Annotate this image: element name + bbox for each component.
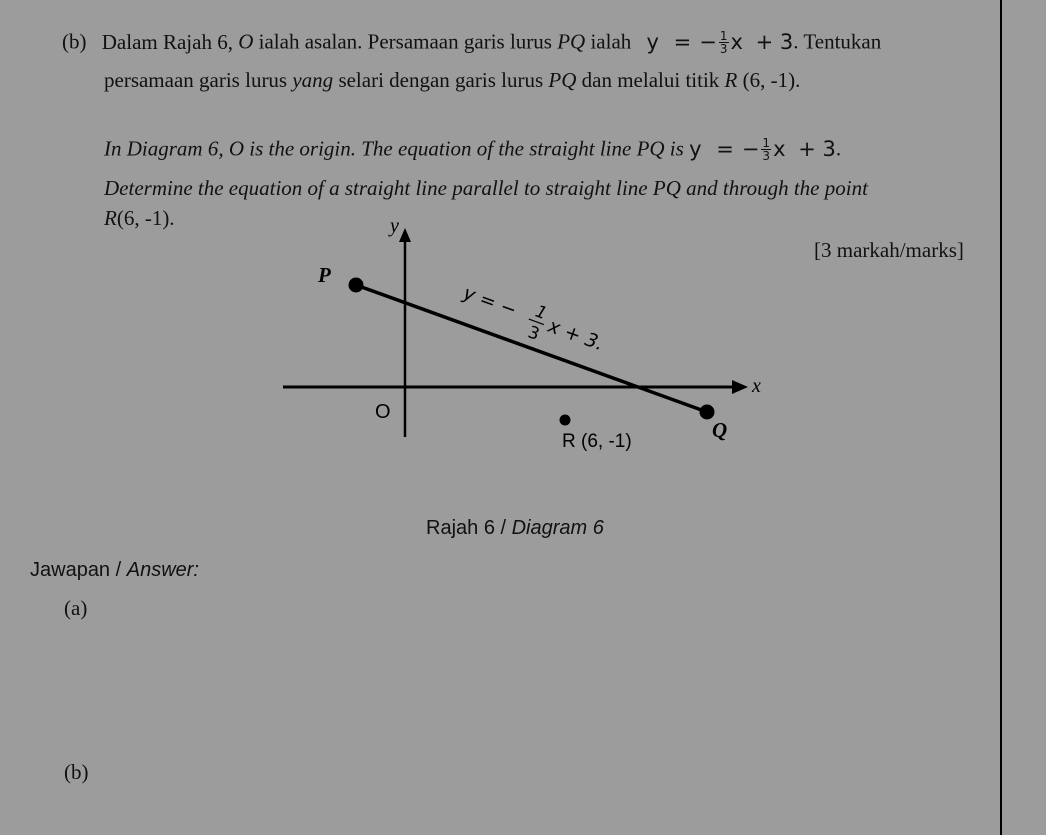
eq-minus: − — [741, 136, 760, 161]
axis-y-label: y — [390, 215, 399, 237]
point-p-label: P — [318, 263, 331, 287]
eq-equals: = — [716, 136, 734, 161]
eq-x: x — [730, 29, 743, 54]
eq-equals: = — [673, 29, 692, 54]
answer-heading — [30, 560, 199, 580]
eq-fraction: $\frac{1}{3}$ — [762, 136, 771, 163]
eq-plus-three: + 3 — [798, 136, 836, 161]
line-eq-numerator: 1 — [532, 301, 550, 325]
point-q-label: Q — [712, 418, 728, 442]
y-axis-arrow-icon — [399, 228, 411, 242]
eq-y: y — [689, 136, 702, 161]
eq-minus: − — [699, 29, 717, 54]
point-r-label: R (6, -1) — [562, 431, 632, 452]
part-label: (b) — [62, 29, 87, 54]
point-p — [349, 278, 364, 293]
page-margin-rule — [1000, 0, 1002, 835]
malay-text: selari dengan garis lurus — [333, 68, 549, 92]
line-eq-lhs: y = − — [460, 282, 520, 322]
marks-label: [3 markah/marks] — [814, 238, 964, 262]
english-text: In Diagram 6, O is the origin. The equation of the straight line PQ is — [104, 136, 684, 161]
caption-english: Diagram 6 — [511, 517, 604, 539]
eq-x: x — [773, 136, 786, 161]
english-text: Determine the equation of a straight line parallel to straight line PQ and through the point — [104, 176, 868, 200]
english-text: (6, -1). — [116, 206, 175, 230]
line-eq-rhs: x + 3. — [545, 315, 607, 356]
eq-fraction: $\frac{1}{3}$ — [719, 29, 728, 56]
axis-x-label: x — [752, 375, 761, 397]
malay-text: yang — [292, 68, 334, 92]
line-pq — [356, 285, 707, 412]
diagram-caption — [426, 518, 604, 538]
origin-label: O — [375, 401, 391, 423]
eq-y: y — [646, 29, 659, 54]
malay-text: . Tentukan — [793, 29, 882, 54]
eq-plus-three: + 3 — [755, 29, 794, 54]
x-axis-arrow-icon — [732, 380, 748, 394]
question-english-line-1: In Diagram 6, O is the origin. The equation of the straight line PQ is y = − $\frac{1}{3}$ x + 3. — [104, 136, 842, 163]
answer-part-a: (a) — [64, 596, 88, 620]
answer-heading-english: Answer: — [126, 559, 199, 581]
line-equation-label — [455, 276, 610, 367]
point-r — [560, 415, 571, 426]
answer-part-b: (b) — [64, 760, 89, 784]
line-eq-denominator: 3 — [525, 322, 543, 345]
malay-text: persamaan garis lurus — [104, 68, 293, 92]
answer-heading-malay: Jawapan / — [30, 559, 127, 581]
malay-text: (6, -1). — [737, 68, 801, 92]
caption-malay: Rajah 6 / — [426, 517, 512, 539]
malay-text: ialah asalan. Persamaan garis lurus — [253, 29, 558, 54]
line-pq-symbol: PQ — [557, 29, 586, 54]
malay-text: Dalam Rajah 6, — [101, 29, 239, 54]
point-r-symbol: R — [104, 206, 117, 230]
line-pq-symbol: PQ — [548, 68, 577, 92]
origin-symbol: O — [238, 29, 254, 54]
malay-text: ialah — [585, 29, 632, 54]
malay-text: dan melalui titik — [576, 68, 725, 92]
point-r-symbol: R — [724, 68, 738, 92]
